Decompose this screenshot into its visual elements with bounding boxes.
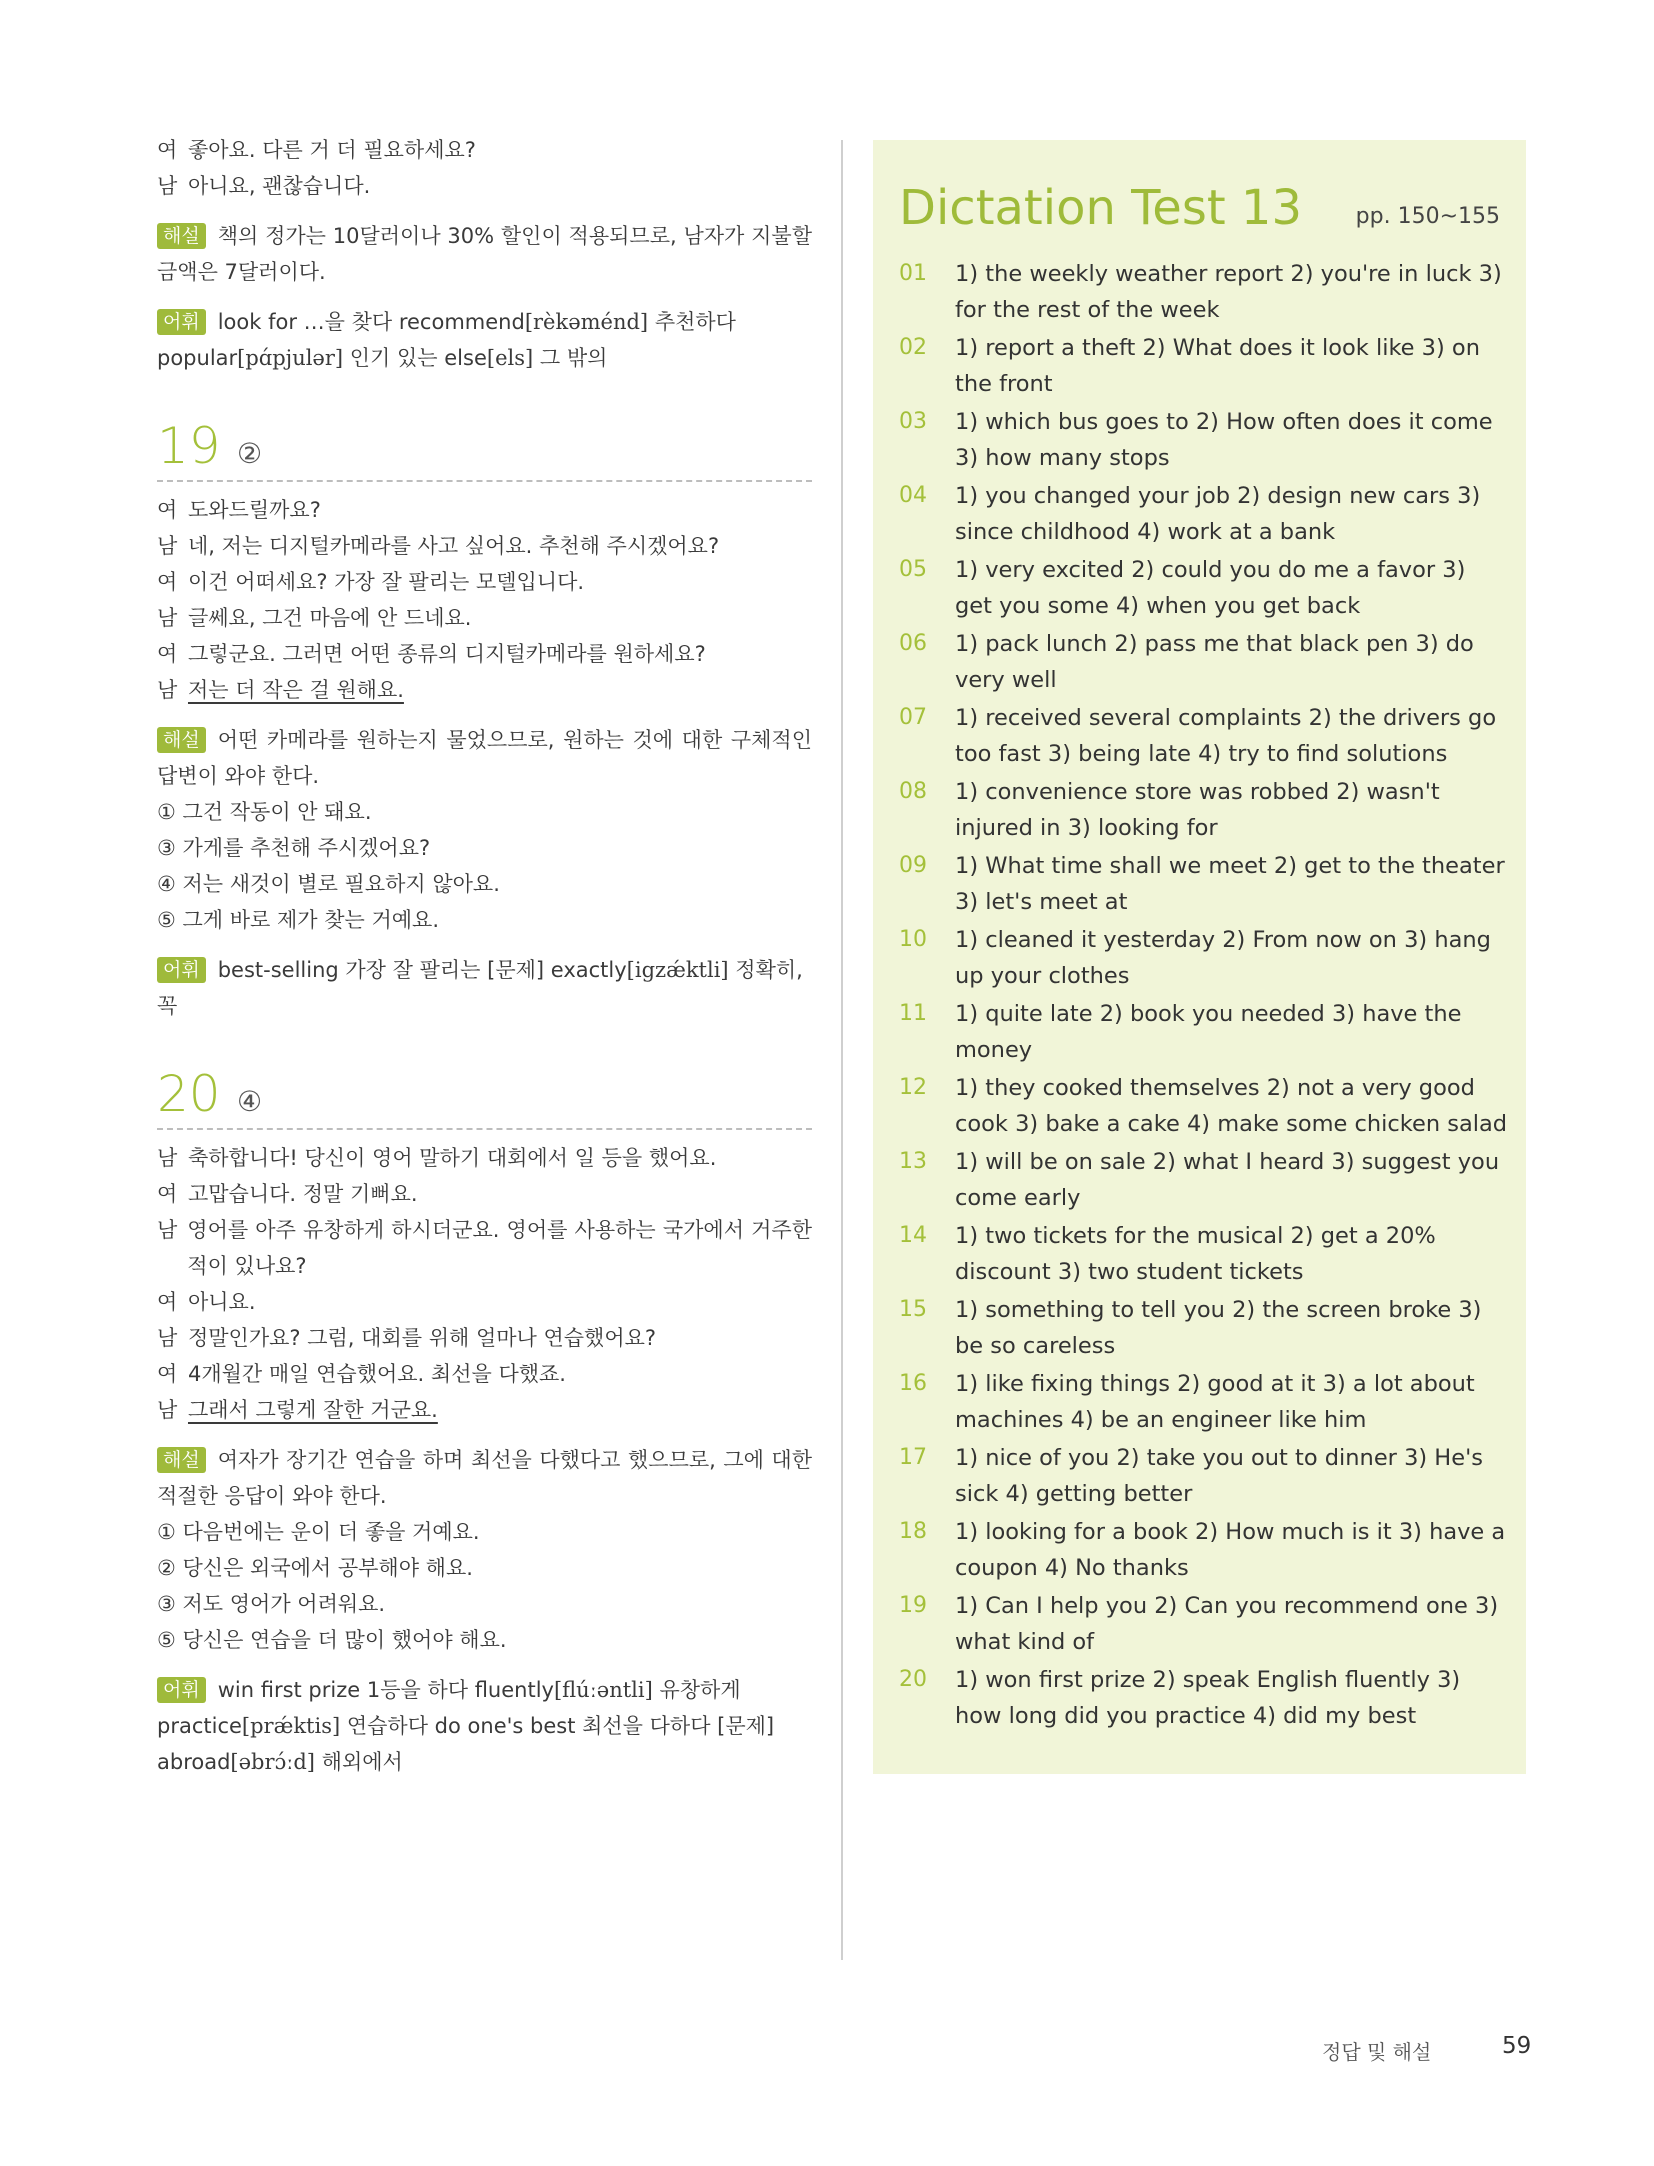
dictation-item-number: 18	[899, 1519, 927, 1544]
dictation-item-number: 12	[899, 1075, 927, 1100]
dictation-item-text: 1) quite late 2) book you needed 3) have the money	[955, 1001, 1462, 1063]
dictation-item	[899, 478, 1509, 550]
dictation-item-number: 14	[899, 1223, 927, 1248]
dictation-item-number: 07	[899, 705, 927, 730]
dictation-item-number: 02	[899, 335, 927, 360]
dialogue-line: 남 그래서 그렇게 잘한 거군요.	[157, 1398, 438, 1422]
dictation-item-number: 20	[899, 1667, 927, 1692]
dictation-item-text: 1) won first prize 2) speak English fluently 3) how long did you practice 4) did my best	[955, 1667, 1461, 1729]
dictation-item-number: 17	[899, 1445, 927, 1470]
option: ③ 가게를 추천해 주시겠어요?	[157, 836, 431, 860]
dictation-item-number: 05	[899, 557, 927, 582]
dictation-item-text: 1) looking for a book 2) How much is it 3) have a coupon 4) No thanks	[955, 1519, 1506, 1581]
dictation-item-text: 1) cleaned it yesterday 2) From now on 3) hang up your clothes	[955, 927, 1491, 989]
dictation-pages: pp. 150~155	[1355, 204, 1500, 229]
dictation-item-text: 1) Can I help you 2) Can you recommend one 3) what kind of	[955, 1593, 1499, 1655]
vocabulary: 어휘 best-selling 가장 잘 팔리는 [문제] exactly[igzǽktli] 정확히, 꼭	[157, 958, 803, 1018]
dictation-item-number: 09	[899, 853, 927, 878]
dictation-item	[899, 1588, 1509, 1660]
dictation-item-number: 15	[899, 1297, 927, 1322]
question-answer: ④	[237, 1085, 263, 1118]
left-column	[157, 132, 812, 1780]
dictation-item	[899, 1292, 1509, 1364]
explain-tag: 해설	[157, 223, 206, 249]
explanation: 해설 어떤 카메라를 원하는지 물었으므로, 원하는 것에 대한 구체적인 답변이 와야 한다.	[157, 728, 812, 788]
dialogue-line: 남 축하합니다! 당신이 영어 말하기 대회에서 일 등을 했어요.	[157, 1146, 717, 1170]
dictation-item-number: 03	[899, 409, 927, 434]
vocabulary: 어휘 win first prize 1등을 하다 fluently[flúːəntli] 유창하게 practice[prǽktis] 연습하다 do one's best 최선을 다하다 [문제] abroad[əbrɔ́ːd] 해외에서	[157, 1678, 775, 1774]
question-header	[157, 1065, 812, 1130]
explain-tag: 해설	[157, 727, 206, 753]
footer-label: 정답 및 해설	[1322, 2040, 1432, 2064]
dictation-item-text: 1) received several complaints 2) the drivers go too fast 3) being late 4) try to find solutions	[955, 705, 1497, 767]
dictation-panel	[873, 140, 1526, 1774]
dialogue-line: 남 영어를 아주 유창하게 하시더군요. 영어를 사용하는 국가에서 거주한 적이 있나요?	[157, 1218, 812, 1278]
dictation-item-text: 1) will be on sale 2) what I heard 3) suggest you come early	[955, 1149, 1500, 1211]
dictation-item-number: 19	[899, 1593, 927, 1618]
dictation-item-number: 13	[899, 1149, 927, 1174]
option: ④ 저는 새것이 별로 필요하지 않아요.	[157, 872, 500, 896]
dialogue-line: 남 정말인가요? 그럼, 대회를 위해 얼마나 연습했어요?	[157, 1326, 657, 1350]
dictation-list	[899, 256, 1509, 1736]
explain-tag: 해설	[157, 1447, 206, 1473]
vocab-tag: 어휘	[157, 957, 206, 983]
dictation-item-text: 1) like fixing things 2) good at it 3) a lot about machines 4) be an engineer like him	[955, 1371, 1475, 1433]
dialogue-line: 남 글쎄요, 그건 마음에 안 드네요.	[157, 606, 472, 630]
explanation: 해설 여자가 장기간 연습을 하며 최선을 다했다고 했으므로, 그에 대한 적절한 응답이 와야 한다.	[157, 1448, 812, 1508]
explanation: 해설 책의 정가는 10달러이나 30% 할인이 적용되므로, 남자가 지불할 금액은 7달러이다.	[157, 224, 812, 284]
dialogue-line: 여 아니요.	[157, 1290, 256, 1314]
dictation-item-text: 1) pack lunch 2) pass me that black pen 3) do very well	[955, 631, 1474, 693]
dictation-item-number: 08	[899, 779, 927, 804]
dialogue-line: 여 이건 어떠세요? 가장 잘 팔리는 모델입니다.	[157, 570, 585, 594]
dictation-item	[899, 922, 1509, 994]
dictation-item-text: 1) What time shall we meet 2) get to the theater 3) let's meet at	[955, 853, 1505, 915]
dialogue-line: 여 4개월간 매일 연습했어요. 최선을 다했죠.	[157, 1362, 566, 1386]
dictation-item	[899, 1514, 1509, 1586]
dialogue-line: 여 그렇군요. 그러면 어떤 종류의 디지털카메라를 원하세요?	[157, 642, 706, 666]
page-number: 59	[1502, 2033, 1532, 2059]
question-answer: ②	[237, 437, 263, 470]
dictation-item-text: 1) two tickets for the musical 2) get a 20% discount 3) two student tickets	[955, 1223, 1436, 1285]
dictation-item	[899, 1218, 1509, 1290]
dictation-item	[899, 700, 1509, 772]
dialogue-line: 여 도와드릴까요?	[157, 498, 321, 522]
dictation-item-text: 1) something to tell you 2) the screen broke 3) be so careless	[955, 1297, 1482, 1359]
dictation-item	[899, 404, 1509, 476]
dictation-item-number: 16	[899, 1371, 927, 1396]
dictation-item	[899, 1070, 1509, 1142]
vocab-tag: 어휘	[157, 1677, 206, 1703]
vocab-tag: 어휘	[157, 309, 206, 335]
vocabulary: 어휘 look for …을 찾다 recommend[rèkəménd] 추천하다 popular[pɑ́pjulər] 인기 있는 else[els] 그 밖의	[157, 310, 736, 370]
dictation-item	[899, 552, 1509, 624]
dictation-item-text: 1) convenience store was robbed 2) wasn't injured in 3) looking for	[955, 779, 1440, 841]
dictation-item-number: 01	[899, 261, 927, 286]
answer-underline: 그래서 그렇게 잘한 거군요.	[187, 1398, 438, 1422]
dialogue-line: 여 좋아요. 다른 거 더 필요하세요?	[157, 138, 476, 162]
dictation-item-number: 10	[899, 927, 927, 952]
question-number: 20	[157, 1065, 221, 1123]
dictation-item	[899, 1366, 1509, 1438]
dictation-item	[899, 1440, 1509, 1512]
dictation-item-number: 06	[899, 631, 927, 656]
dictation-item-text: 1) report a theft 2) What does it look like 3) on the front	[955, 335, 1480, 397]
dictation-item-text: 1) you changed your job 2) design new cars 3) since childhood 4) work at a bank	[955, 483, 1481, 545]
option: ② 당신은 외국에서 공부해야 해요.	[157, 1556, 473, 1580]
option: ① 그건 작동이 안 돼요.	[157, 800, 372, 824]
column-divider	[841, 140, 843, 1960]
dictation-item-text: 1) they cooked themselves 2) not a very good cook 3) bake a cake 4) make some chicken salad	[955, 1075, 1508, 1137]
dictation-item-text: 1) nice of you 2) take you out to dinner 3) He's sick 4) getting better	[955, 1445, 1483, 1507]
dictation-item	[899, 626, 1509, 698]
dictation-item	[899, 774, 1509, 846]
question-header	[157, 417, 812, 482]
dialogue-line: 여 고맙습니다. 정말 기뻐요.	[157, 1182, 418, 1206]
dictation-title: Dictation Test 13	[899, 180, 1302, 236]
option: ⑤ 그게 바로 제가 찾는 거예요.	[157, 908, 440, 932]
option: ⑤ 당신은 연습을 더 많이 했어야 해요.	[157, 1628, 507, 1652]
dialogue-line: 남 네, 저는 디지털카메라를 사고 싶어요. 추천해 주시겠어요?	[157, 534, 720, 558]
dictation-item	[899, 848, 1509, 920]
dialogue-line: 남 아니요, 괜찮습니다.	[157, 174, 371, 198]
question-number: 19	[157, 417, 221, 475]
dictation-item	[899, 330, 1509, 402]
option: ③ 저도 영어가 어려워요.	[157, 1592, 386, 1616]
dictation-item-text: 1) the weekly weather report 2) you're in luck 3) for the rest of the week	[955, 261, 1502, 323]
dictation-item-number: 11	[899, 1001, 927, 1026]
dictation-item-text: 1) which bus goes to 2) How often does it come 3) how many stops	[955, 409, 1493, 471]
dictation-item-text: 1) very excited 2) could you do me a favor 3) get you some 4) when you get back	[955, 557, 1466, 619]
answer-underline: 저는 더 작은 걸 원해요.	[187, 678, 404, 702]
dictation-item	[899, 256, 1509, 328]
dictation-item	[899, 996, 1509, 1068]
dialogue-line: 남 저는 더 작은 걸 원해요.	[157, 678, 404, 702]
dictation-item-number: 04	[899, 483, 927, 508]
dictation-item	[899, 1662, 1509, 1734]
option: ① 다음번에는 운이 더 좋을 거예요.	[157, 1520, 480, 1544]
dictation-item	[899, 1144, 1509, 1216]
